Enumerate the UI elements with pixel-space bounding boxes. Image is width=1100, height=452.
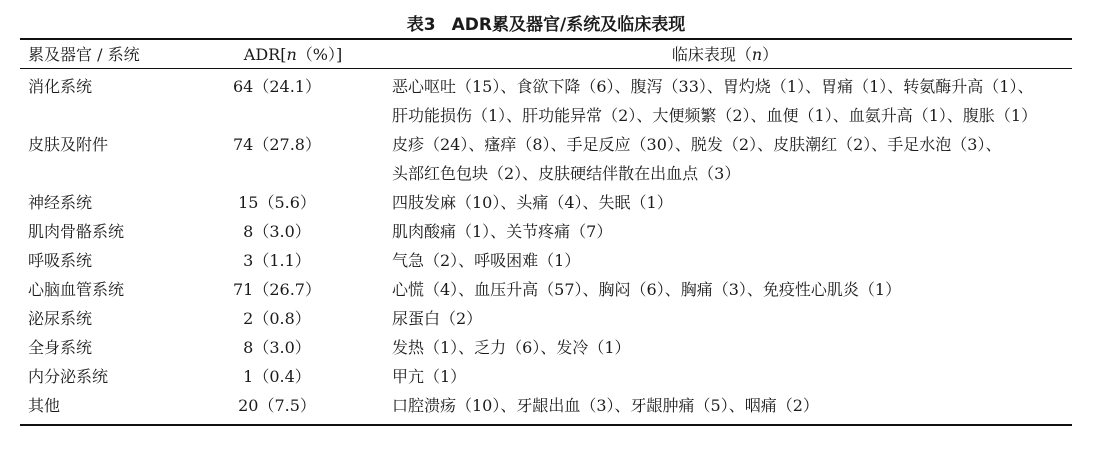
clinical-line: 皮疹（24）、瘙痒（8）、手足反应（30）、脱发（2）、皮肤潮红（2）、手足水泡（3）、	[392, 134, 1002, 154]
table-row	[20, 275, 1072, 304]
clinical-line: 气急（2）、呼吸困难（1）	[392, 250, 581, 270]
clinical-line: 四肢发麻（10）、头痛（4）、失眠（1）	[392, 192, 673, 212]
adr-table	[20, 38, 1072, 426]
clinical-cell	[378, 304, 1072, 333]
header-adr	[208, 39, 378, 68]
organ-cell: 其他	[20, 391, 208, 425]
adr-table-container	[20, 14, 1072, 426]
clinical-cell	[378, 130, 1072, 188]
clinical-cell	[378, 391, 1072, 425]
clinical-cell	[378, 68, 1072, 130]
clinical-line: 口腔溃疡（10）、牙龈出血（3）、牙龈肿痛（5）、咽痛（2）	[392, 395, 819, 415]
header-organ: 累及器官 / 系统	[20, 39, 208, 68]
organ-cell: 内分泌系统	[28, 366, 109, 386]
table-caption	[20, 14, 1072, 38]
table-row	[20, 304, 1072, 333]
header-adr-suffix: （%）]	[296, 45, 343, 65]
table-row	[20, 391, 1072, 425]
header-clinical	[378, 39, 1072, 68]
adr-cell: 64（24.1）	[233, 76, 321, 96]
clinical-line: 发热（1）、乏力（6）、发冷（1）	[392, 337, 631, 357]
clinical-cell	[378, 188, 1072, 217]
organ-cell: 全身系统	[28, 337, 93, 357]
organ-cell: 心脑血管系统	[28, 279, 125, 299]
clinical-cell	[378, 275, 1072, 304]
organ-cell: 肌肉骨骼系统	[28, 221, 125, 241]
clinical-line: 头部红色包块（2）、皮肤硬结伴散在出血点（3）	[392, 163, 741, 183]
clinical-cell	[378, 217, 1072, 246]
adr-cell: 3（1.1）	[243, 250, 311, 270]
table-body	[20, 68, 1072, 425]
table-number: 表3	[406, 15, 436, 35]
adr-cell: 1（0.4）	[243, 366, 311, 386]
clinical-cell	[378, 246, 1072, 275]
table-row	[20, 130, 1072, 188]
organ-cell: 神经系统	[28, 192, 93, 212]
clinical-cell	[378, 362, 1072, 391]
header-clinical-suffix: ）	[762, 45, 779, 65]
clinical-line: 恶心呕吐（15）、食欲下降（6）、腹泻（33）、胃灼烧（1）、胃痛（1）、转氨酶升高（1）、	[392, 76, 1034, 96]
clinical-line: 尿蛋白（2）	[392, 308, 483, 328]
header-clinical-prefix: 临床表现（	[671, 45, 752, 65]
organ-cell: 泌尿系统	[28, 308, 93, 328]
table-row	[20, 68, 1072, 130]
header-clinical-n: n	[751, 45, 763, 65]
table-row	[20, 333, 1072, 362]
adr-cell: 2（0.8）	[243, 308, 311, 328]
clinical-cell	[378, 333, 1072, 362]
table-title: ADR累及器官/系统及临床表现	[451, 15, 686, 35]
adr-cell: 15（5.6）	[238, 192, 316, 212]
adr-cell: 8（3.0）	[243, 337, 311, 357]
clinical-line: 肌肉酸痛（1）、关节疼痛（7）	[392, 221, 613, 241]
header-adr-prefix: ADR[	[243, 45, 287, 65]
adr-cell: 71（26.7）	[233, 279, 321, 299]
adr-cell: 74（27.8）	[233, 134, 321, 154]
clinical-line: 甲亢（1）	[392, 366, 467, 386]
adr-cell: 20（7.5）	[208, 391, 378, 425]
table-header-row	[20, 39, 1072, 68]
header-adr-n: n	[286, 45, 297, 65]
table-row	[20, 217, 1072, 246]
organ-cell: 皮肤及附件	[28, 134, 109, 154]
clinical-line: 心慌（4）、血压升高（57）、胸闷（6）、胸痛（3）、免疫性心肌炎（1）	[392, 279, 902, 299]
adr-cell: 8（3.0）	[243, 221, 311, 241]
table-row	[20, 362, 1072, 391]
clinical-line: 肝功能损伤（1）、肝功能异常（2）、大便频繁（2）、血便（1）、血氨升高（1）、腹胀（1）	[392, 105, 1038, 125]
organ-cell: 消化系统	[28, 76, 93, 96]
organ-cell: 呼吸系统	[28, 250, 93, 270]
table-row	[20, 246, 1072, 275]
table-row	[20, 188, 1072, 217]
